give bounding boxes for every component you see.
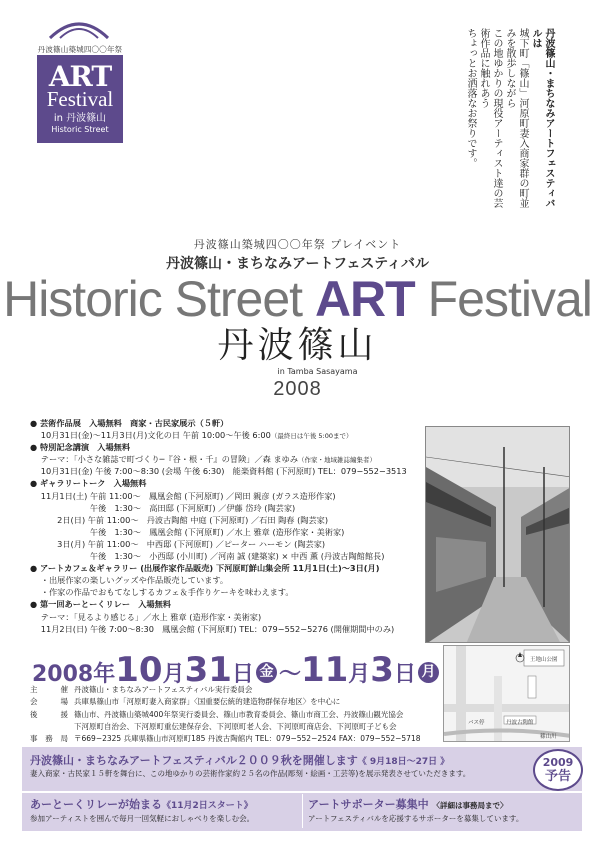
program-row — [30, 562, 420, 574]
next-festival-title — [30, 752, 449, 768]
info-label: 事務局 — [30, 734, 68, 744]
supporter-note: 〈詳細は事務局まで〉 — [432, 801, 508, 810]
next-title-text: 丹波篠山・まちなみアートフェスティバル２００９秋を開催します — [30, 754, 358, 767]
date-day: 31 — [184, 650, 232, 690]
program-text: ● 第一回あーとーくリレー 入場無料 — [30, 599, 171, 610]
date-day: 3 — [370, 650, 394, 690]
program-row — [30, 574, 420, 586]
venue-map — [443, 645, 570, 742]
program-row — [30, 453, 420, 465]
program-row — [30, 477, 420, 489]
program-row — [30, 526, 420, 538]
program-text: ・作家の作品でおもてなしするカフェ＆手作りケーキを味わえます。 — [30, 587, 294, 598]
intro-line: 丹波篠山・まちなみアートフェスティバルは — [530, 28, 554, 208]
in-tamba-label: in Tamba Sasayama — [277, 367, 358, 376]
next-festival-dates: 《 9月18日〜27日 》 — [357, 757, 450, 767]
logo-art: ART — [48, 60, 112, 93]
badge-year: 2009 — [542, 756, 574, 769]
band-divider — [22, 791, 582, 793]
relay-title — [30, 796, 253, 812]
program-text: 午後 1:30〜 鳳凰会館 (下河原町) ／水上 雅章 (造形作家・美術家) — [30, 526, 345, 537]
supporter-title-text: アートサポーター募集中 — [308, 798, 429, 811]
date-month: 10 — [115, 650, 163, 690]
program-text: ● 芸術作品展 入場無料 商家・古民家展示（５軒） — [30, 418, 229, 428]
intro-line: 城下町「篠山」河原町妻入商家群の町並みを散歩しながら — [504, 28, 528, 208]
info-text: 兵庫県篠山市「河原町妻入商家群」〈国重要伝統的建造物群保存地区〉を中心に — [74, 697, 341, 707]
map-label-bus: バス停 — [468, 720, 485, 726]
program-row — [30, 417, 420, 429]
info-row — [30, 709, 450, 721]
organizer-info — [30, 684, 450, 745]
program-row — [30, 611, 420, 623]
program-text: テーマ：「小さな雑誌で町づくり─『谷・根・千』の冒険」／森 まゆみ — [30, 454, 299, 465]
festival-logo — [37, 55, 123, 143]
date-kanji: 日 — [393, 662, 416, 687]
info-row — [30, 721, 450, 733]
info-row — [30, 696, 450, 708]
map-label-park: 王地山公園 — [530, 657, 558, 663]
program-row — [30, 429, 420, 441]
program-row — [30, 465, 420, 477]
program-row — [30, 490, 420, 502]
logo-festival: Festival — [46, 87, 114, 111]
program-text: 10月31日(金) 午後 7:00〜8:30 (会場 午後 6:30) 能楽資料館 (下河原町) TEL：079−552−3513 — [30, 466, 407, 477]
logo-in-place: in 丹波篠山 — [53, 113, 107, 124]
program-text: 3日(月) 午前 11:00〜 中西邸 (下河原町) ／ピーター ハーモン (陶芸家) — [30, 538, 326, 549]
festival-name: 丹波篠山・まちなみアートフェスティバル — [165, 256, 430, 272]
program-text: ・出展作家の楽しいグッズや作品販売しています。 — [30, 575, 229, 586]
program-text: 10月31日(金)〜11月3日(月)文化の日 午前 10:00〜午後 6:00 — [30, 430, 271, 441]
intro-line: この地ゆかりの現役アーティスト達の芸術作品に触れあう — [478, 28, 502, 208]
program-row — [30, 598, 420, 610]
program-text: ● 特別記念講演 入場無料 — [30, 442, 131, 453]
info-row — [30, 684, 450, 696]
info-text: 下河原町自治会、下河原町重伝建保存会、下河原町老人会、下河原町商店会、下河原町子ども会 — [74, 721, 397, 731]
info-label: 会 場 — [30, 697, 68, 707]
program-text: テーマ：「見るより感じる」／水上 雅章 (造形作家・美術家) — [30, 611, 262, 622]
program-row — [30, 514, 420, 526]
map-label-road: 篠山川 — [540, 734, 557, 740]
program-row — [30, 502, 420, 514]
main-title — [0, 272, 595, 326]
logo-subtitle: 丹波篠山築城四〇〇年祭 — [37, 45, 123, 54]
date-year: 2008 — [32, 662, 94, 687]
band-divider — [302, 794, 303, 828]
street-photo-drawing — [426, 427, 570, 643]
program-text: ● ギャラリートーク 入場無料 — [30, 478, 147, 489]
date-month: 11 — [300, 650, 349, 690]
info-text: 篠山市、丹波篠山築城400年祭実行委員会、篠山市教育委員会、篠山市商工会、丹波篠山観光協会 — [74, 709, 404, 719]
program-text: ● アートカフェ＆ギャラリー (出展作家作品販売) 下河原町鮮山集会所 11月1日(土)〜3日(月) — [30, 563, 380, 574]
program-text: 2日(日) 午前 11:00〜 丹波古陶館 中庭 (下河原町) ／石田 陶春 (陶芸家) — [30, 514, 329, 525]
program-row — [30, 550, 420, 562]
program-note: （最終日は午後 5:00まで） — [270, 432, 353, 441]
info-row — [30, 733, 450, 745]
program-text: 11月2日(日) 午後 7:00〜8:30 鳳凰会館 (下河原町) TEL：079−552−5276 (開催期間中のみ) — [30, 623, 395, 634]
supporter-title — [308, 796, 508, 812]
info-text: 〒669−2325 兵庫県篠山市河原町185 丹波古陶館内 TEL：079−552−2524 FAX：079−552−5718 — [74, 734, 421, 744]
weekday-badge: 金 — [256, 662, 277, 683]
program-text: 11月1日(土) 午前 11:00〜 鳳凰会館 (下河原町) ／岡田 親彦 (ガラス造形作家) — [30, 490, 336, 501]
badge-label: 予告 — [544, 769, 571, 784]
date-kanji: 月 — [348, 662, 371, 687]
program-note: （作家・地域雑誌編集者） — [298, 456, 377, 465]
title-part: Festival — [414, 271, 592, 327]
relay-title-text: あーとーくリレーが始まる — [30, 798, 162, 811]
program-row — [30, 441, 420, 453]
program-text: 午後 1:30〜 小西邸 (小川町) ／河南 誠 (建築家) × 中西 薫 (丹波古陶館館長) — [30, 551, 385, 562]
program-row — [30, 586, 420, 598]
date-kanji: 年 — [93, 662, 116, 687]
date-tilde: 〜 — [278, 662, 301, 687]
info-label: 主 催 — [30, 685, 68, 694]
program-row — [30, 623, 420, 635]
preview-badge — [533, 749, 583, 791]
street-photo — [425, 426, 570, 643]
title-art: ART — [314, 271, 415, 327]
logo-arc-icon — [48, 14, 110, 40]
intro-vertical-text — [464, 28, 555, 208]
supporter-desc: アートフェスティバルを応援するサポーターを募集しています。 — [308, 814, 524, 823]
next-festival-desc: 妻入商家・古民家１５軒を舞台に、この地ゆかりの芸術作家約２５名の作品(彫刻・絵画・工芸等)を展示発表させていただきます。 — [30, 769, 471, 778]
date-kanji: 日 — [231, 662, 254, 687]
logo-historic: Historic Street — [51, 125, 109, 134]
relay-desc: 参加アーティストを囲んで毎月一回気軽におしゃべりを楽しむ会。 — [30, 814, 255, 823]
program-list — [30, 417, 420, 635]
pre-event-label: 丹波篠山築城四〇〇年祭 プレイベント — [193, 238, 402, 251]
map-label-hall: 丹波古陶館 — [506, 720, 534, 726]
place-kanji-title: 丹波篠山 — [217, 325, 378, 366]
date-kanji: 月 — [162, 662, 185, 687]
intro-line: ちょっとお洒落なお祭りです。 — [465, 28, 476, 168]
info-text: 丹波篠山・まちなみアートフェスティバル実行委員会 — [74, 685, 253, 694]
program-row — [30, 538, 420, 550]
year-label: 2008 — [273, 378, 322, 400]
title-part: Historic Street — [3, 271, 315, 327]
weekday-badge: 月 — [418, 662, 439, 683]
relay-date: 《11月2日スタート》 — [162, 801, 253, 811]
info-label: 後 援 — [30, 709, 68, 719]
program-text: 午後 1:30〜 高田邸 (下河原町) ／伊藤 岱玲 (陶芸家) — [30, 502, 296, 513]
